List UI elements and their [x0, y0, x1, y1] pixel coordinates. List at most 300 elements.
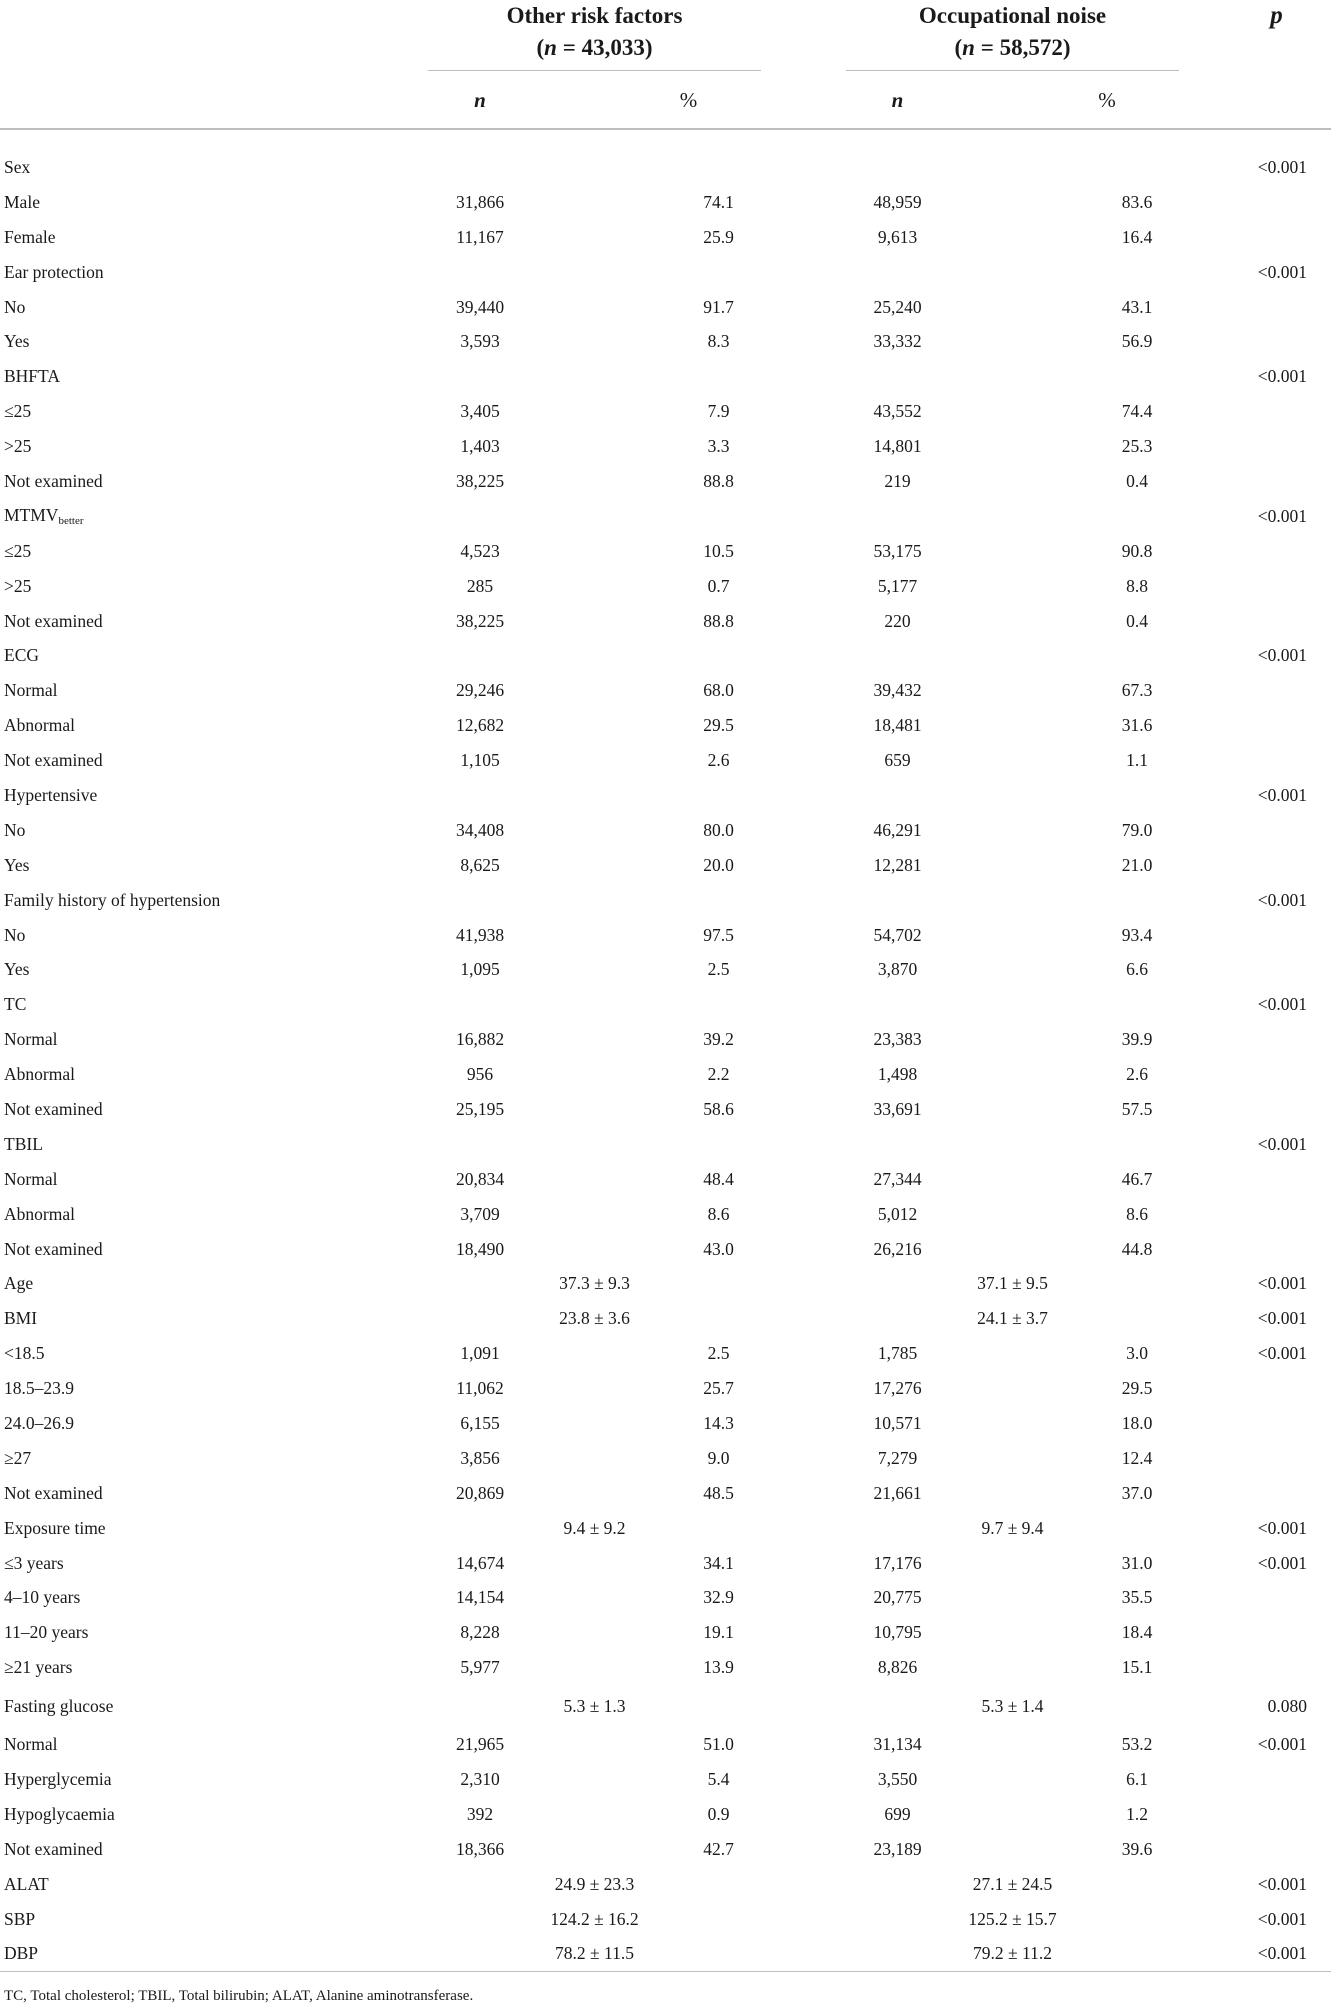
group2-n-cell: 33,332	[873, 331, 922, 352]
row-label-text: Abnormal	[4, 1064, 75, 1085]
row-label	[0, 778, 386, 813]
empty-cell	[574, 987, 803, 1022]
table-row	[0, 534, 1331, 569]
table-row	[0, 1336, 1331, 1371]
group2-pct-cell: 44.8	[1121, 1238, 1153, 1259]
table-row	[0, 743, 1331, 778]
table-row	[0, 1727, 1331, 1762]
p-value-cell	[1222, 1057, 1331, 1092]
p-value-cell: <0.001	[1257, 1343, 1307, 1364]
group1-n-cell: 5,977	[460, 1657, 500, 1678]
group2-n-cell: 21,661	[873, 1482, 922, 1503]
empty-cell	[803, 987, 992, 1022]
group2-pct-cell: 90.8	[1121, 540, 1153, 561]
table-row	[0, 1650, 1331, 1685]
group2-n-cell: 659	[884, 750, 911, 771]
p-value-cell	[1222, 394, 1331, 429]
group1-n-cell: 11,167	[456, 226, 504, 247]
group1-n-cell: 34,408	[455, 819, 505, 840]
row-label	[0, 848, 386, 883]
row-label	[0, 185, 386, 220]
group1-n-cell: 20,834	[455, 1168, 505, 1189]
group2-pct-cell: 57.5	[1121, 1098, 1153, 1119]
row-label	[0, 1581, 386, 1616]
group1-n-value: = 43,033	[562, 35, 645, 60]
table-body	[0, 129, 1331, 1972]
table-row	[0, 1797, 1331, 1832]
group1-pct-cell: 48.5	[703, 1482, 734, 1503]
table-row	[0, 394, 1331, 429]
p-value-cell	[1222, 1197, 1331, 1232]
row-label-text: ALAT	[4, 1873, 49, 1894]
group1-n-cell: 1,091	[460, 1343, 500, 1364]
row-label	[0, 1406, 386, 1441]
group1-pct-cell: 34.1	[703, 1552, 734, 1573]
group1-n-cell: 1,403	[460, 436, 500, 457]
empty-cell	[803, 499, 992, 534]
row-label-text: ≤25	[4, 540, 32, 561]
group2-pct-cell: 39.9	[1121, 1029, 1153, 1050]
empty-cell	[992, 499, 1222, 534]
group1-n-cell: 41,938	[455, 924, 505, 945]
sub-p-blank	[1222, 72, 1331, 129]
table-row	[0, 604, 1331, 639]
p-value-cell: <0.001	[1257, 784, 1307, 805]
row-label-text: Sex	[4, 156, 31, 177]
empty-cell	[992, 150, 1222, 185]
group1-n-cell: 3,593	[460, 331, 500, 352]
group2-n-cell: 9,613	[877, 226, 918, 247]
row-label	[0, 1832, 386, 1867]
group1-n-cell: 25,195	[455, 1098, 505, 1119]
empty-cell	[574, 638, 803, 673]
row-label-text: Not examined	[4, 1482, 103, 1503]
group2-pct-cell: 74.4	[1121, 401, 1153, 422]
row-label	[0, 883, 386, 918]
group1-n: (n = 43,033)	[536, 35, 653, 60]
empty-cell	[803, 150, 992, 185]
table-row	[0, 255, 1331, 290]
group1-n-cell: 14,154	[455, 1587, 505, 1608]
p-value-cell: <0.001	[1257, 1552, 1307, 1573]
table-row	[0, 150, 1331, 185]
group2-pct-cell: 8.8	[1126, 575, 1148, 596]
empty-cell	[386, 150, 574, 185]
row-label-text: No	[4, 819, 26, 840]
row-label	[0, 1057, 386, 1092]
row-label	[0, 708, 386, 743]
sub-blank	[0, 72, 386, 129]
group2-header	[803, 0, 1222, 72]
table-row	[0, 1092, 1331, 1127]
group2-pct-cell: 0.4	[1126, 610, 1148, 631]
table-row	[0, 1057, 1331, 1092]
group1-n-cell: 18,366	[455, 1838, 505, 1859]
group2-n-cell: 17,276	[873, 1378, 922, 1399]
group2-pct-cell: 53.2	[1121, 1734, 1153, 1755]
row-label-text: Male	[4, 191, 40, 212]
empty-cell	[992, 638, 1222, 673]
group2-pct-cell: 15.1	[1121, 1657, 1153, 1678]
group2-n-cell: 1,785	[877, 1343, 918, 1364]
row-label	[0, 464, 386, 499]
group2-pct-cell: 39.6	[1121, 1838, 1153, 1859]
table-row	[0, 1511, 1331, 1546]
p-value-cell	[1222, 569, 1331, 604]
row-label	[0, 638, 386, 673]
group1-n-cell: 285	[466, 575, 494, 596]
group1-pct-cell: 7.9	[707, 401, 730, 422]
row-label-text: Yes	[4, 854, 30, 875]
group1-pct-cell: 51.0	[703, 1734, 734, 1755]
group1-n-cell: 11,062	[456, 1378, 504, 1399]
p-value-cell: <0.001	[1257, 1308, 1307, 1329]
group1-n-cell: 18,490	[455, 1238, 505, 1259]
table-row	[0, 638, 1331, 673]
group1-pct-cell: 80.0	[703, 819, 734, 840]
p-value-cell	[1222, 1797, 1331, 1832]
group2-n-label: n	[962, 35, 975, 60]
group1-n-cell: 39,440	[455, 296, 505, 317]
group2-pct-cell: 16.4	[1121, 226, 1153, 247]
group1-pct-cell: 88.8	[703, 470, 734, 491]
row-label	[0, 1615, 386, 1650]
group2-pct-cell: 43.1	[1121, 296, 1153, 317]
group1-pct-cell: 20.0	[703, 854, 734, 875]
p-value-cell	[1222, 952, 1331, 987]
group1-pct-cell: 58.6	[703, 1098, 734, 1119]
table-row	[0, 324, 1331, 359]
group2-pct-cell: 83.6	[1121, 191, 1153, 212]
header-blank	[0, 0, 386, 72]
group1-mean-sd: 37.3 ± 9.3	[559, 1273, 630, 1294]
group1-pct-cell: 97.5	[703, 924, 734, 945]
table-row	[0, 848, 1331, 883]
table-row	[0, 1581, 1331, 1616]
row-label	[0, 150, 386, 185]
group2-pct-cell: 12.4	[1121, 1447, 1153, 1468]
group2-pct-cell: 46.7	[1121, 1168, 1153, 1189]
table-row	[0, 883, 1331, 918]
row-label-text: 4–10 years	[4, 1587, 81, 1608]
group2-n-cell: 5,012	[877, 1203, 918, 1224]
p-value-cell: <0.001	[1257, 1873, 1307, 1894]
group1-header	[386, 0, 803, 72]
group2-n-cell: 33,691	[873, 1098, 922, 1119]
table-row	[0, 813, 1331, 848]
group1-n-cell: 12,682	[455, 715, 505, 736]
row-label-text: BHFTA	[4, 366, 60, 387]
group2-n-cell: 26,216	[873, 1238, 922, 1259]
p-value-cell	[1222, 1650, 1331, 1685]
row-label	[0, 813, 386, 848]
group1-mean-sd: 5.3 ± 1.3	[563, 1695, 626, 1716]
group2-n-cell: 8,826	[877, 1657, 918, 1678]
p-value-cell	[1222, 1581, 1331, 1616]
row-label	[0, 1797, 386, 1832]
p-value-cell	[1222, 1615, 1331, 1650]
row-label	[0, 604, 386, 639]
p-value-cell	[1222, 1022, 1331, 1057]
row-label	[0, 987, 386, 1022]
row-label-text: Exposure time	[4, 1517, 106, 1538]
group1-n-cell: 31,866	[455, 191, 505, 212]
group2-n-value: = 58,572	[980, 35, 1063, 60]
row-label	[0, 1301, 386, 1336]
group2-n-cell: 14,801	[873, 436, 922, 457]
p-value-cell	[1222, 464, 1331, 499]
group2-pct-cell: 37.0	[1121, 1482, 1153, 1503]
row-label	[0, 1650, 386, 1685]
table-row	[0, 290, 1331, 325]
empty-cell	[386, 499, 574, 534]
p-value-cell: <0.001	[1257, 1273, 1307, 1294]
row-label	[0, 743, 386, 778]
group2-n-cell: 46,291	[873, 819, 922, 840]
group1-n-cell: 392	[466, 1803, 494, 1824]
group2-pct-cell: 0.4	[1126, 470, 1148, 491]
table-row	[0, 1832, 1331, 1867]
group2-n-cell: 699	[884, 1803, 911, 1824]
row-label-text: ≤25	[4, 401, 32, 422]
row-label-text: 11–20 years	[4, 1622, 89, 1643]
row-label	[0, 1511, 386, 1546]
table-row	[0, 918, 1331, 953]
group2-n-cell: 17,176	[873, 1552, 922, 1573]
empty-cell	[386, 778, 574, 813]
group2-n-cell: 53,175	[873, 540, 922, 561]
group2-n-cell: 10,571	[873, 1413, 922, 1433]
row-label	[0, 1127, 386, 1162]
group1-pct-cell: 91.7	[703, 296, 734, 317]
row-label	[0, 1267, 386, 1302]
empty-cell	[574, 255, 803, 290]
row-label-text: No	[4, 296, 26, 317]
group2-pct-cell: 25.3	[1121, 436, 1153, 457]
table-row	[0, 359, 1331, 394]
group2-pct-cell: 31.6	[1121, 715, 1153, 736]
row-label	[0, 324, 386, 359]
group2-pct-cell: 2.6	[1126, 1064, 1148, 1085]
group2-n-cell: 23,189	[873, 1838, 922, 1859]
group2-mean-sd: 79.2 ± 11.2	[803, 1937, 1222, 1972]
p-value-cell	[1222, 1162, 1331, 1197]
row-label	[0, 220, 386, 255]
group1-n-cell: 8,625	[460, 854, 500, 875]
group2-n-cell: 219	[884, 470, 911, 491]
p-value-cell	[1222, 220, 1331, 255]
p-value-cell: <0.001	[1257, 1908, 1307, 1929]
row-label-text: TC	[4, 994, 27, 1015]
group1-n-cell: 16,882	[455, 1029, 505, 1050]
empty-cell	[574, 883, 803, 918]
group1-mean-sd: 23.8 ± 3.6	[559, 1308, 630, 1329]
row-label-text: Abnormal	[4, 715, 75, 736]
row-label	[0, 1902, 386, 1937]
row-label	[0, 255, 386, 290]
group2-pct-cell: 35.5	[1121, 1587, 1153, 1608]
row-label	[0, 1727, 386, 1762]
row-label	[0, 1197, 386, 1232]
table-row	[0, 1371, 1331, 1406]
group2-mean-sd: 27.1 ± 24.5	[972, 1873, 1053, 1894]
row-label-text: <18.5	[4, 1343, 45, 1364]
p-value-cell	[1222, 1476, 1331, 1511]
p-value-cell	[1222, 1441, 1331, 1476]
row-label-text: DBP	[4, 1943, 39, 1964]
row-label-text: ≥27	[4, 1447, 32, 1468]
group2-n-cell: 3,870	[877, 959, 918, 980]
empty-cell	[803, 1127, 992, 1162]
empty-cell	[386, 255, 574, 290]
group1-n-cell: 1,105	[460, 750, 500, 771]
row-label-text: Not examined	[4, 1838, 103, 1859]
group1-pct-cell: 29.5	[703, 715, 734, 736]
row-label	[0, 1371, 386, 1406]
group2-pct-cell: 8.6	[1126, 1203, 1148, 1224]
group1-pct-cell: 0.7	[707, 575, 730, 596]
row-label-text: 24.0–26.9	[4, 1413, 74, 1433]
group2-pct-cell: 1.1	[1126, 750, 1148, 771]
empty-cell	[992, 883, 1222, 918]
table-row	[0, 1197, 1331, 1232]
group2-pct-cell: 93.4	[1121, 924, 1153, 945]
group2-n-cell: 12,281	[873, 854, 922, 875]
p-value-cell	[1222, 1371, 1331, 1406]
group2-n-cell: 43,552	[873, 401, 922, 422]
group1-n-cell: 1,095	[460, 959, 500, 980]
group2-n-cell: 1,498	[877, 1064, 918, 1085]
group1-n-cell: 38,225	[455, 610, 505, 631]
table-row	[0, 1162, 1331, 1197]
row-label-text: ECG	[4, 645, 39, 666]
group2-pct-cell: 3.0	[1126, 1343, 1148, 1364]
group1-n-cell: 20,869	[455, 1482, 505, 1503]
row-label-text: Hyperglycemia	[4, 1769, 112, 1790]
group1-n-cell: 4,523	[460, 540, 500, 561]
row-label	[0, 673, 386, 708]
group2-n-cell: 10,795	[873, 1622, 922, 1643]
p-value-cell	[1222, 1092, 1331, 1127]
p-value-cell: <0.001	[1257, 261, 1307, 282]
row-label-text: Yes	[4, 959, 30, 980]
p-value-cell	[1222, 1406, 1331, 1441]
table-row	[0, 1406, 1331, 1441]
p-value-cell	[1222, 848, 1331, 883]
group2-pct-cell: 67.3	[1121, 680, 1153, 701]
empty-cell	[803, 255, 992, 290]
row-label-text: Abnormal	[4, 1203, 75, 1224]
group2-pct-cell: 29.5	[1121, 1378, 1153, 1399]
row-label	[0, 534, 386, 569]
row-label-text: Not examined	[4, 1098, 103, 1119]
row-label-text: Hypoglycaemia	[4, 1803, 115, 1824]
empty-cell	[574, 150, 803, 185]
group1-pct-cell: 88.8	[703, 610, 734, 631]
empty-cell	[574, 778, 803, 813]
row-label	[0, 952, 386, 987]
empty-cell	[992, 255, 1222, 290]
row-label-text: Normal	[4, 1168, 58, 1189]
group1-pct-cell: 2.2	[707, 1064, 730, 1085]
group1-pct-cell: 68.0	[703, 680, 734, 701]
table-row	[0, 1546, 1331, 1581]
p-value-cell: <0.001	[1257, 505, 1307, 526]
table-row	[0, 569, 1331, 604]
row-label	[0, 1092, 386, 1127]
row-label	[0, 1162, 386, 1197]
row-label-subscript: better	[58, 515, 84, 528]
p-value-cell	[1222, 813, 1331, 848]
group2-n-cell: 20,775	[873, 1587, 922, 1608]
p-value-cell: <0.001	[1257, 156, 1307, 177]
row-label-text: Not examined	[4, 610, 103, 631]
group2-mean-sd: 24.1 ± 3.7	[977, 1308, 1048, 1329]
group1-pct-cell: 0.9	[707, 1803, 730, 1824]
group2-pct-cell: 6.1	[1126, 1769, 1148, 1790]
group2-mean-sd: 37.1 ± 9.5	[977, 1273, 1048, 1294]
group2-mean-sd: 125.2 ± 15.7	[968, 1908, 1057, 1929]
row-label-text: SBP	[4, 1908, 36, 1929]
table-row	[0, 1615, 1331, 1650]
empty-cell	[803, 638, 992, 673]
group2-pct-cell: 21.0	[1121, 854, 1153, 875]
group1-pct-cell: 14.3	[703, 1413, 734, 1433]
group1-mean-sd: 24.9 ± 23.3	[554, 1873, 635, 1894]
p-value-cell: 0.080	[1267, 1695, 1307, 1716]
row-label-text: Not examined	[4, 750, 103, 771]
row-label	[0, 569, 386, 604]
row-label-text: MTMV	[4, 505, 59, 526]
group1-pct-cell: 3.3	[707, 436, 730, 457]
group1-pct-cell: 8.3	[707, 331, 730, 352]
group1-n-cell: 14,674	[455, 1552, 505, 1573]
group1-pct-cell: 25.9	[703, 226, 734, 247]
p-value-cell	[1222, 604, 1331, 639]
group2-n-cell: 39,432	[873, 680, 922, 701]
row-label-text: >25	[4, 575, 32, 596]
footnote: TC, Total cholesterol; TBIL, Total bilirubin; ALAT, Alanine aminotransferase.	[4, 1988, 474, 2004]
group1-pct-cell: 5.4	[707, 1769, 730, 1790]
row-label-text: Age	[4, 1273, 34, 1294]
p-value-cell	[1222, 1232, 1331, 1267]
table-row	[0, 1685, 1331, 1727]
empty-cell	[386, 1127, 574, 1162]
group2-title: Occupational noise	[918, 3, 1107, 28]
empty-cell	[803, 883, 992, 918]
row-label	[0, 1937, 386, 1972]
table-row	[0, 499, 1331, 534]
row-label-text: Ear protection	[4, 261, 104, 282]
p-value-cell	[1222, 673, 1331, 708]
p-value-cell	[1222, 1832, 1331, 1867]
table-row	[0, 708, 1331, 743]
row-label	[0, 1441, 386, 1476]
group1-mean-sd: 9.4 ± 9.2	[563, 1517, 626, 1538]
row-label	[0, 359, 386, 394]
row-label	[0, 429, 386, 464]
group1-pct-cell: 19.1	[703, 1622, 734, 1643]
group1-pct-cell: 10.5	[703, 540, 734, 561]
group2-n-cell: 23,383	[873, 1029, 922, 1050]
table-header	[0, 0, 1331, 129]
row-label	[0, 1867, 386, 1902]
group2-n-cell: 54,702	[873, 924, 922, 945]
group1-pct-cell: 25.7	[703, 1378, 734, 1399]
group2-pct-cell: 18.0	[1121, 1413, 1153, 1433]
group2-n-cell: 3,550	[877, 1769, 918, 1790]
table-row	[0, 1937, 1331, 1972]
